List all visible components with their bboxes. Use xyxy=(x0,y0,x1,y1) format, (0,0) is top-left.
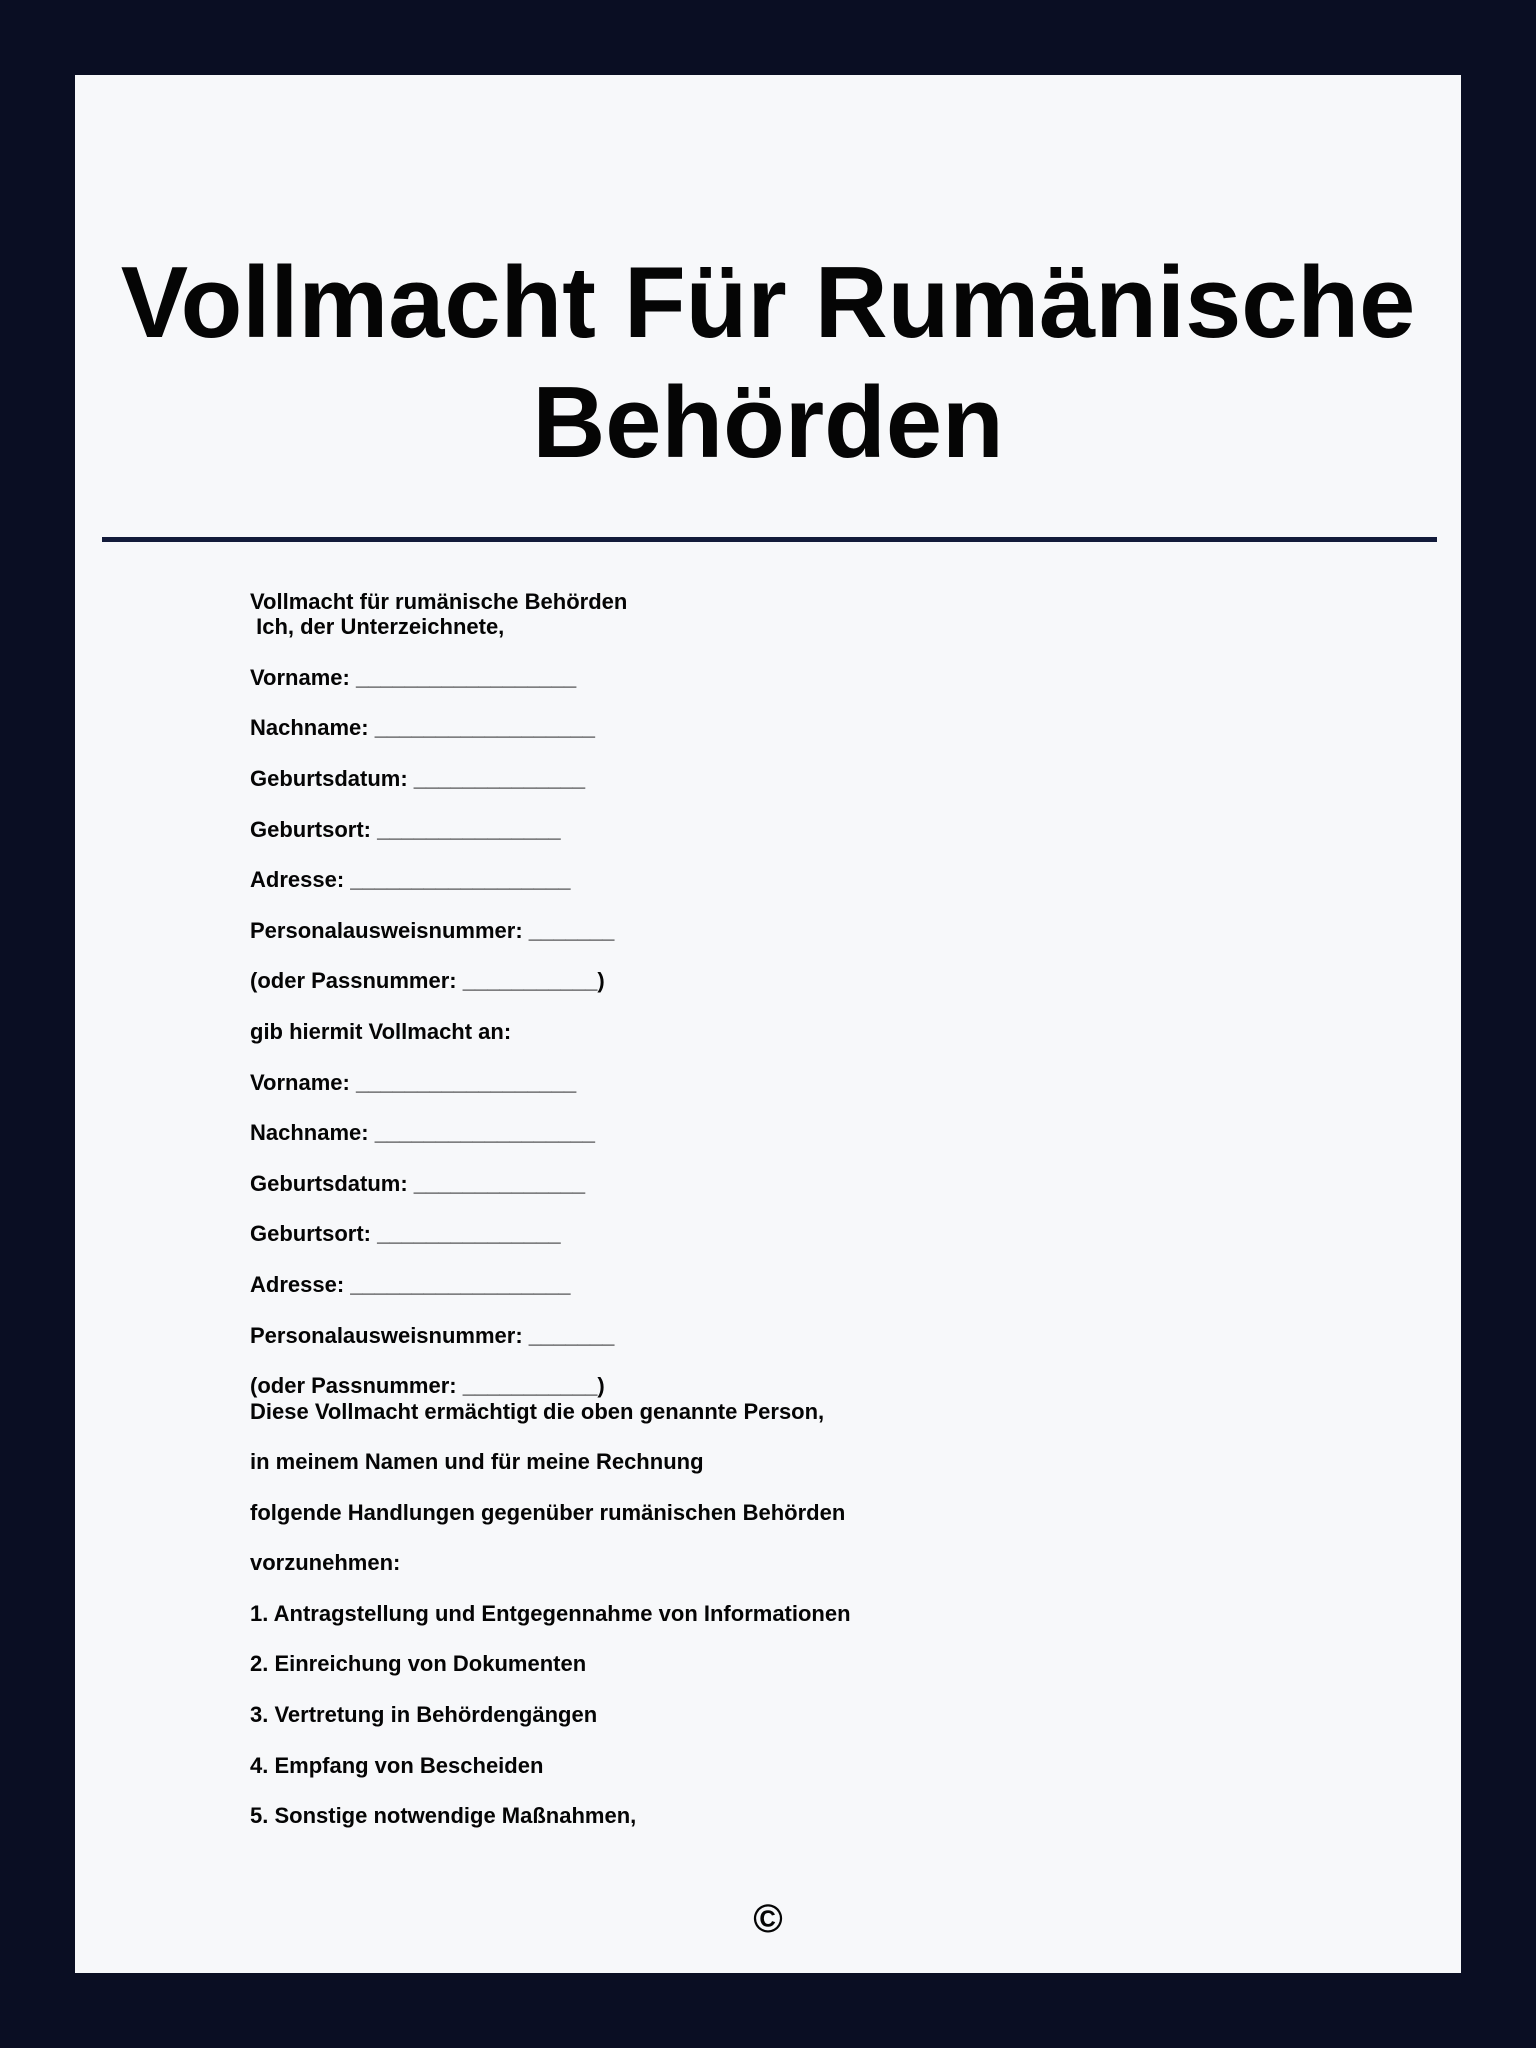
document-line xyxy=(250,1146,1431,1171)
document-line: 5. Sonstige notwendige Maßnahmen, xyxy=(250,1803,637,1829)
document-line xyxy=(250,1626,1431,1651)
document-line xyxy=(250,1474,1431,1499)
document-line: Nachname: __________________ xyxy=(250,1120,595,1146)
document-line: (oder Passnummer: ___________) xyxy=(250,968,605,994)
document-line: (oder Passnummer: ___________) xyxy=(250,1373,605,1399)
document-line xyxy=(250,690,1431,715)
document-line xyxy=(250,1424,1431,1449)
document-line: Geburtsdatum: ______________ xyxy=(250,1170,586,1196)
document-line: Geburtsort: _______________ xyxy=(250,816,561,842)
document-line: Diese Vollmacht ermächtigt die oben genannte Person, xyxy=(250,1398,825,1424)
document-line: Personalausweisnummer: _______ xyxy=(250,1322,615,1348)
document-line: in meinem Namen und für meine Rechnung xyxy=(250,1449,704,1475)
document-line xyxy=(250,1727,1431,1752)
document-line: Geburtsort: _______________ xyxy=(250,1221,561,1247)
document-line xyxy=(250,1196,1431,1221)
document-line xyxy=(250,791,1431,816)
document-line: Vorname: __________________ xyxy=(250,664,577,690)
page-title-line-1: Vollmacht Für Rumänische xyxy=(120,247,1416,359)
document-line xyxy=(250,1044,1431,1069)
document-line xyxy=(250,893,1431,918)
document-line: Vollmacht für rumänische Behörden xyxy=(250,589,628,614)
document-line xyxy=(250,1095,1431,1120)
document-line: folgende Handlungen gegenüber rumänischen Behörden xyxy=(250,1499,846,1525)
document-line xyxy=(250,842,1431,867)
document-line xyxy=(250,994,1431,1019)
document-line: Vorname: __________________ xyxy=(250,1069,577,1095)
page-title xyxy=(75,243,1461,483)
document-line xyxy=(250,1525,1431,1550)
document-line xyxy=(250,1348,1431,1373)
document-line: 3. Vertretung in Behördengängen xyxy=(250,1702,598,1728)
document-line xyxy=(250,1677,1431,1702)
document-line xyxy=(250,1778,1431,1803)
document-line: 1. Antragstellung und Entgegennahme von Informationen xyxy=(250,1600,851,1626)
copyright-symbol: © xyxy=(753,1897,783,1941)
document-line xyxy=(250,741,1431,766)
document-line: Geburtsdatum: ______________ xyxy=(250,766,586,792)
document-line: 2. Einreichung von Dokumenten xyxy=(250,1651,587,1677)
title-divider xyxy=(102,537,1437,542)
document-line xyxy=(250,1297,1431,1322)
document-line xyxy=(250,640,1431,665)
document-line: Nachname: __________________ xyxy=(250,715,595,741)
document-page xyxy=(75,75,1461,1973)
document-line: vorzunehmen: xyxy=(250,1550,401,1576)
document-line: Adresse: __________________ xyxy=(250,867,571,893)
document-body xyxy=(250,589,1431,1829)
document-line xyxy=(250,943,1431,968)
document-line: 4. Empfang von Bescheiden xyxy=(250,1752,544,1778)
document-line: Ich, der Unterzeichnete, xyxy=(250,614,505,640)
document-line xyxy=(250,1247,1431,1272)
document-line: Adresse: __________________ xyxy=(250,1272,571,1298)
document-line xyxy=(250,1576,1431,1601)
page-title-line-2: Behörden xyxy=(532,367,1004,479)
document-line: gib hiermit Vollmacht an: xyxy=(250,1019,512,1045)
document-line: Personalausweisnummer: _______ xyxy=(250,917,615,943)
